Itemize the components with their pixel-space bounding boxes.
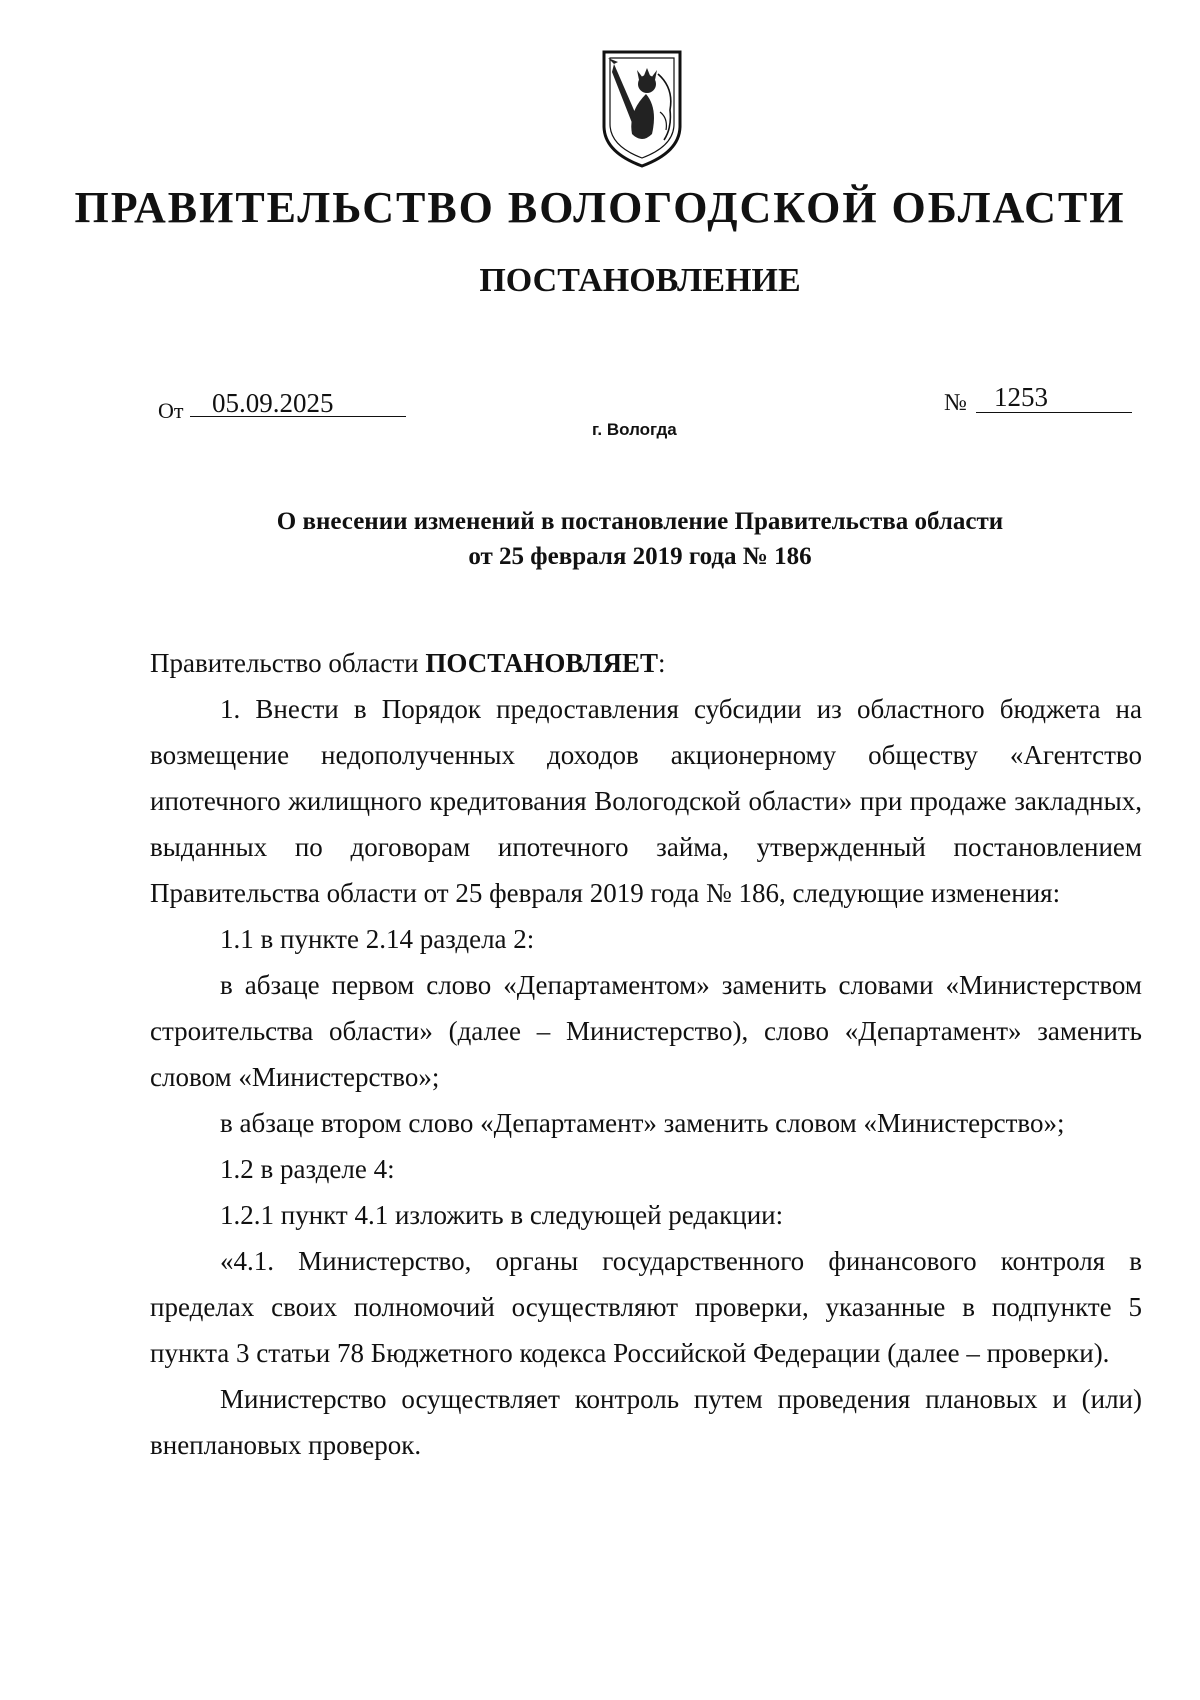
paragraph-1-2-1: 1.2.1 пункт 4.1 изложить в следующей редакции: [220, 1200, 784, 1230]
document-date: 05.09.2025 [212, 388, 334, 418]
number-label: № [944, 390, 967, 416]
preamble-keyword: ПОСТАНОВЛЯЕТ [425, 648, 658, 678]
preamble-end: : [657, 648, 666, 678]
paragraph-abzac-2: в абзаце втором слово «Департамент» заменить словом «Министерство»; [220, 1108, 1065, 1138]
subject-line-2: от 25 февраля 2019 года № 186 [468, 543, 812, 570]
document-number: 1253 [994, 382, 1048, 412]
preamble [150, 640, 1142, 686]
document-type: ПОСТАНОВЛЕНИЕ [479, 262, 801, 299]
subject-line-1: О внесении изменений в постановление Правительства области [276, 508, 1004, 535]
date-label: От [158, 398, 184, 423]
document-subject [150, 504, 1130, 574]
paragraph-abzac-1: в абзаце первом слово «Департаментом» заменить словами «Министерством строительства области» (далее – Министерство), слово «Департамент» заменить словом «Министерство»; [150, 970, 1142, 1092]
paragraph-control: Министерство осуществляет контроль путем проведения плановых и (или) внеплановых проверок. [150, 1384, 1142, 1460]
city: г. Вологда [592, 420, 677, 439]
paragraph-1: 1. Внести в Порядок предоставления субсидии из областного бюджета на возмещение недополученных доходов акционерному обществу «Агентство ипотечного жилищного кредитования Вологодской области» при продаже закладных, выданных по договорам ипотечного займа, утвержденный постановлением Правительства области от 25 февраля 2019 года № 186, следующие изменения: [150, 694, 1142, 908]
preamble-text: Правительство области [150, 648, 426, 678]
paragraph-4-1: «4.1. Министерство, органы государственного финансового контроля в пределах своих полномочий осуществляют проверки, указанные в подпункте 5 пункта 3 статьи 78 Бюджетного кодекса Российской Федерации (далее – проверки). [150, 1246, 1142, 1368]
government-title: ПРАВИТЕЛЬСТВО ВОЛОГОДСКОЙ ОБЛАСТИ [74, 183, 1126, 232]
paragraph-1-2: 1.2 в разделе 4: [220, 1154, 395, 1184]
coat-of-arms-icon [600, 48, 684, 168]
paragraph-1-1: 1.1 в пункте 2.14 раздела 2: [220, 924, 535, 954]
document-body [150, 640, 1142, 1468]
